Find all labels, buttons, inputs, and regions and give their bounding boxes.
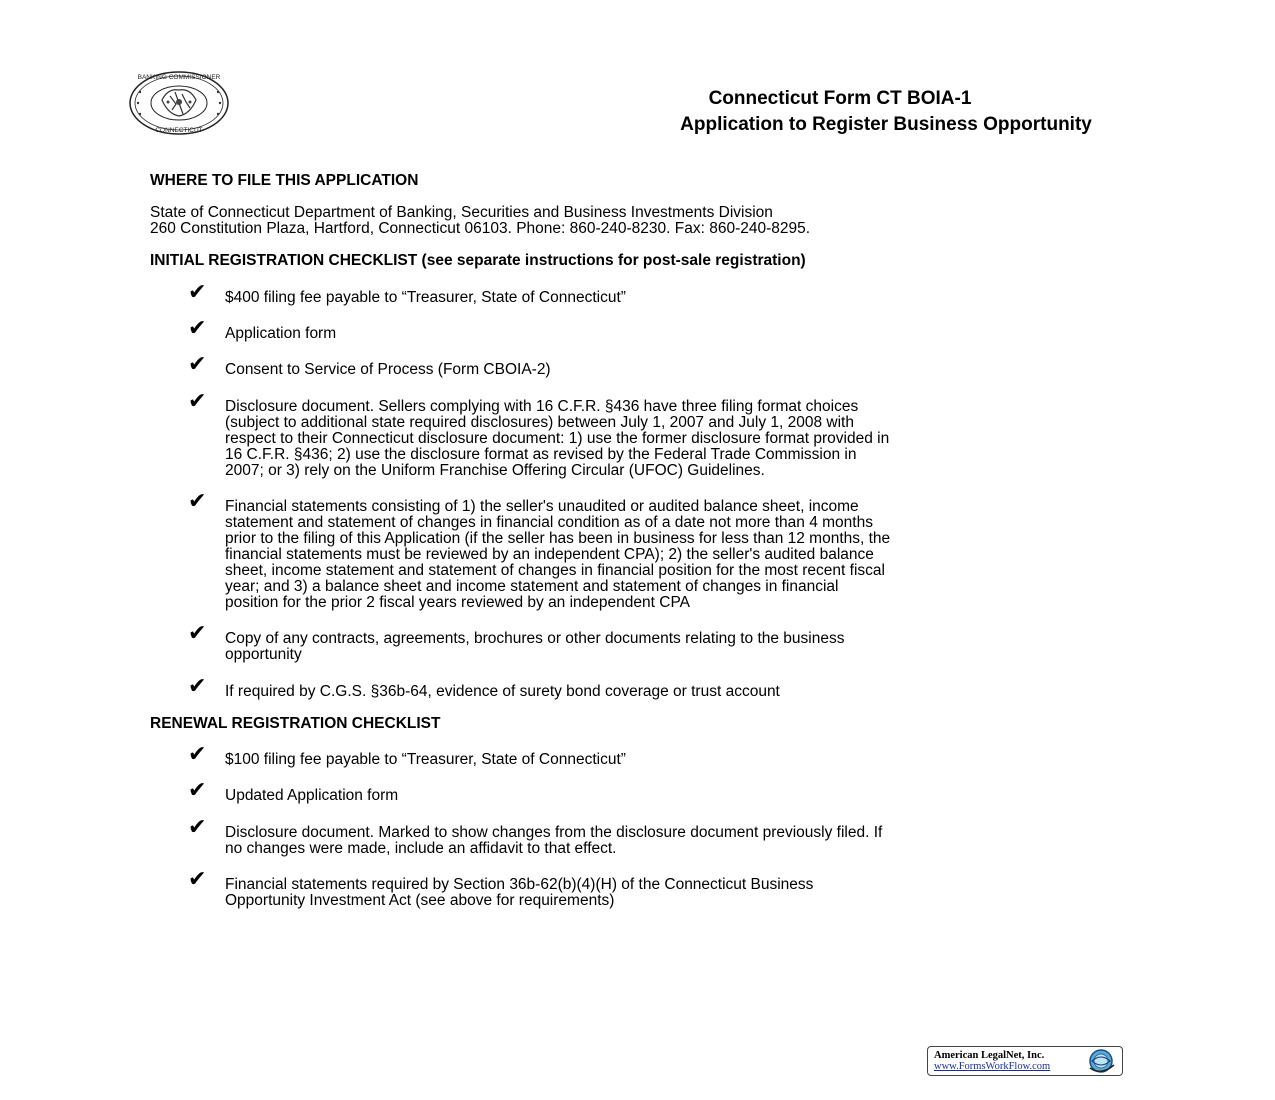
checklist-item-text: Application form [225, 325, 337, 342]
checkmark-icon: ✔ [188, 389, 207, 414]
form-subtitle: Application to Register Business Opportunity [680, 114, 1092, 135]
checklist-item-text: Financial statements consisting of 1) the seller's unaudited or audited balance sheet, income statement and statement of changes in financial condition as of a date not more than 4 months prior to the filing of this Application (if the seller has been in business for less than 12 months, the financial statements must be reviewed by an independent CPA); 2) the seller's audited balance sheet, income statement and statement of changes in financial position for the most recent fiscal year; and 3) a balance sheet and income statement and statement of changes in financial position for the prior 2 fiscal years reviewed by an independent CPA [225, 498, 891, 611]
american-legalnet-logo [927, 1046, 1123, 1076]
checkmark-icon: ✔ [188, 778, 207, 803]
checklist-item-text: $400 filing fee payable to “Treasurer, State of Connecticut” [225, 289, 626, 306]
checklist-item-text: Disclosure document. Marked to show changes from the disclosure document previously filed. If no changes were made, include an affidavit to that effect. [225, 824, 883, 857]
banking-commissioner-seal [128, 70, 230, 136]
checkmark-icon: ✔ [188, 316, 207, 341]
checkmark-icon: ✔ [188, 674, 207, 699]
checkmark-icon: ✔ [188, 280, 207, 305]
checkmark-icon: ✔ [188, 815, 207, 840]
address-line-2: 260 Constitution Plaza, Hartford, Connecticut 06103. Phone: 860-240-8230. Fax: 860-240-8295. [150, 220, 811, 237]
checklist-item-text: Updated Application form [225, 787, 399, 804]
seal-text-top: BANKING COMMISSIONER [137, 74, 221, 81]
checklist-item-text: Consent to Service of Process (Form CBOIA-2) [225, 361, 551, 378]
checkmark-icon: ✔ [188, 352, 207, 377]
footer-url-link[interactable]: www.FormsWorkFlow.com [934, 1061, 1051, 1072]
checklist-item-text: If required by C.G.S. §36b-64, evidence of surety bond coverage or trust account [225, 683, 780, 700]
checklist-item-text: $100 filing fee payable to “Treasurer, State of Connecticut” [225, 751, 626, 768]
checklist-item-text: Disclosure document. Sellers complying with 16 C.F.R. §436 have three filing format choices (subject to additional state required disclosures) between July 1, 2007 and July 1, 2008 with respect to their Connecticut disclosure document: 1) use the former disclosure format provided in 16 C.F.R. §436; 2) use the disclosure format as revised by the Federal Trade Commission in 2007; or 3) rely on the Uniform Franchise Offering Circular (UFOC) Guidelines. [225, 398, 890, 479]
globe-icon [1084, 1048, 1118, 1074]
checklist-item-text: Copy of any contracts, agreements, brochures or other documents relating to the business opportunity [225, 630, 845, 663]
seal-text-bottom: CONNECTICUT [155, 127, 203, 134]
initial-checklist-heading: INITIAL REGISTRATION CHECKLIST (see separate instructions for post-sale registration) [150, 252, 806, 269]
address-line-1: State of Connecticut Department of Banking, Securities and Business Investments Division [150, 204, 773, 221]
checkmark-icon: ✔ [188, 621, 207, 646]
footer-company-name: American LegalNet, Inc. [934, 1050, 1045, 1061]
checkmark-icon: ✔ [188, 742, 207, 767]
renewal-checklist-heading: RENEWAL REGISTRATION CHECKLIST [150, 715, 441, 732]
where-to-file-heading: WHERE TO FILE THIS APPLICATION [150, 172, 419, 189]
form-title: Connecticut Form CT BOIA-1 [708, 88, 972, 109]
checklist-item-text: Financial statements required by Section 36b-62(b)(4)(H) of the Connecticut Business Opportunity Investment Act (see above for requirements) [225, 876, 814, 909]
checkmark-icon: ✔ [188, 489, 207, 514]
checkmark-icon: ✔ [188, 867, 207, 892]
